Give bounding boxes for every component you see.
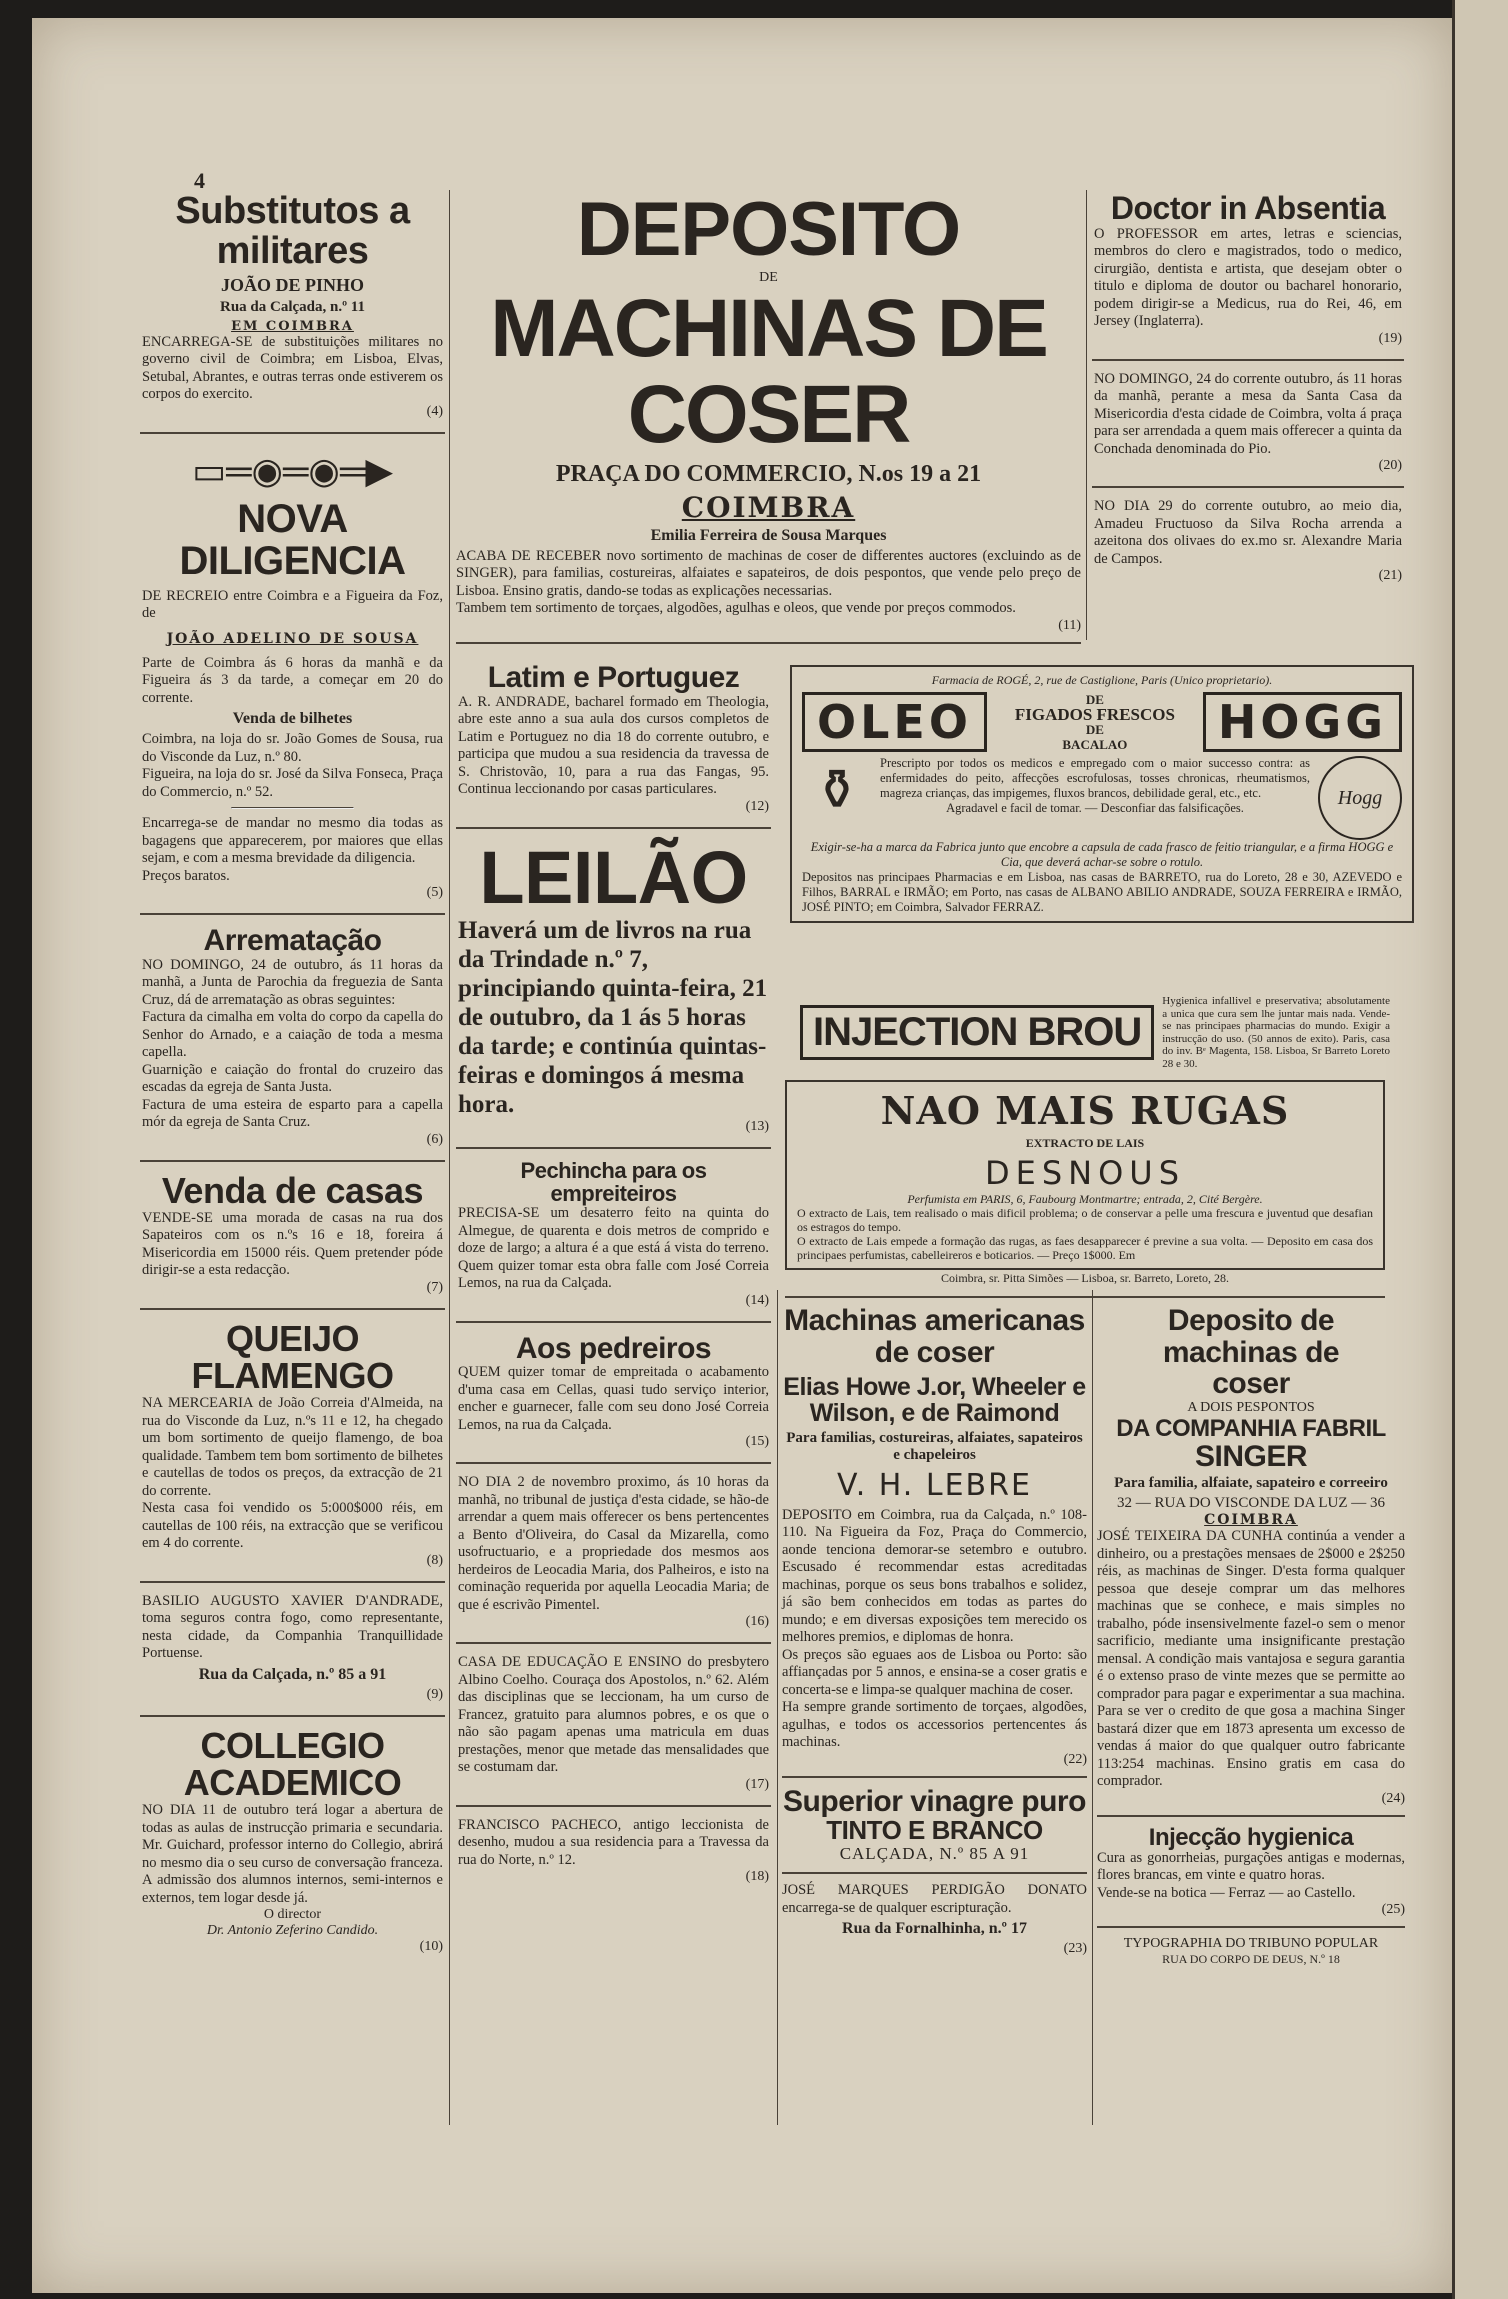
ad-number: (22) xyxy=(1063,1751,1087,1767)
ad-body: Ha sempre grande sortimento de torçaes, algodões, agulhas, e todos os accessorios pertencentes ás machinas. xyxy=(782,1699,1087,1750)
ad-signature: Dr. Antonio Zeferino Candido. xyxy=(206,1923,379,1939)
ad-subtitle: Venda de bilhetes xyxy=(232,710,353,728)
ad-body: Tambem tem sortimento de torçaes, algodões, agulhas e oleos, que vende por preços commodos. xyxy=(456,600,1016,617)
oleo-logo: OLEO xyxy=(802,692,987,752)
ad-collegio xyxy=(140,1725,445,1960)
ad-tickets-coimbra: Coimbra, na loja do sr. João Gomes de Sousa, rua do Visconde da Luz, n.º 80. xyxy=(142,731,443,765)
column-rule xyxy=(777,1290,778,2125)
ad-body: NO DIA 2 de novembro proximo, ás 10 horas da manhã, no tribunal de justiça d'esta cidade, se hão-de arrendar a quem mais offerecer os bens pertencentes a Bento d'Oliveira, do Casal da Mizarella, como usofructuario, e a propriedade dos mesmos aos herdeiros de Leocadia Maria, dos Palheiros, e isto na cominação requerida por aquella Leocadia Maria; de que é escrivão Pimentel. xyxy=(458,1474,769,1613)
ad-body: NA MERCEARIA de João Correia d'Almeida, na rua do Visconde da Luz, n.ºs 11 e 12, ha chegado um bom sortimento de queijo flamengo, de boa qualidade. Tambem tem bom sortimento de bilhetes e cautellas de todos os preços, da extracção de 21 do corrente. xyxy=(142,1395,443,1499)
ad-subtitle: A DOIS PESPONTOS xyxy=(1187,1399,1315,1415)
ad-number: (13) xyxy=(745,1119,769,1135)
ad-title: QUEIJO FLAMENGO xyxy=(191,1317,394,1397)
ad-body: NO DIA 29 do corrente outubro, ao meio dia, Amadeu Fructuoso da Silva Rocha arrenda a azeitona dos olivaes do ex.mo sr. Alexandre Maria de Campos. xyxy=(1094,498,1402,567)
ad-connector: DE xyxy=(1085,692,1104,707)
ad-body: VENDE-SE uma morada de casas na rua dos Sapateiros com os n.ºs 16 e 18, foreira á Misericordia em 15000 réis. Quem pretender póde dirigir-se a esta redacção. xyxy=(142,1209,443,1279)
ad-connector: DE xyxy=(759,269,778,285)
ad-title: Substitutos a militares xyxy=(175,190,410,272)
ad-body: O extracto de Lais empede a formação das rugas, as faes desapparecer é previne a sua volta. — Deposito em casa dos principaes perfumistas, cabelleireros e boticarios. — Preço 1$000. Em xyxy=(797,1234,1373,1262)
ad-title: LEILÃO xyxy=(479,835,748,919)
column-center xyxy=(456,660,771,1889)
ad-body: NO DOMINGO, 24 de outubro, ás 11 horas da manhã, a Junta de Parochia da freguezia de Santa Cruz, dá de arrematação as obras seguintes: xyxy=(142,956,443,1008)
ad-brand: DESNOUS xyxy=(984,1154,1186,1192)
ad-sale: Vende-se na botica — Ferraz — ao Castello. xyxy=(1097,1884,1356,1901)
ad-subtitle: TINTO E BRANCO xyxy=(826,1815,1043,1845)
ad-company: SINGER xyxy=(1194,1439,1308,1473)
ad-deposito xyxy=(456,187,1081,652)
injection-logo: INJECTION BROU xyxy=(800,1005,1154,1060)
ad-address: 32 — RUA DO VISCONDE DA LUZ — 36 xyxy=(1116,1495,1386,1512)
ad-subtitle: Para familias, costureiras, alfaiates, sapateiros e chapeleiros xyxy=(786,1429,1083,1463)
ad-singer xyxy=(1097,1305,1405,1967)
ad-item: Factura de uma esteira de esparto para a capella mór da egreja de Santa Cruz. xyxy=(142,1096,443,1131)
hogg-logo: HOGG xyxy=(1203,692,1402,752)
ad-title: Doctor in Absentia xyxy=(1110,190,1386,226)
ad-owner: Emilia Ferreira de Sousa Marques xyxy=(650,526,887,544)
ad-name: JOÃO DE PINHO xyxy=(220,274,364,295)
ad-title: coser xyxy=(1212,1367,1290,1400)
ad-body: DEPOSITO em Coimbra, rua da Calçada, n.º 108-110. Na Figueira da Foz, Praça do Commercio, aonde tenciona demorar-se setembro e outubro. Escusado é recommendar estas acreditadas machinas, porque os seus bons trabalhos e solidez, já são bem conhecidos em todas as partes do mundo; e em diversas exposições tem merecido os melhores premios, e diplomas de honra. xyxy=(782,1506,1087,1645)
ad-luggage: Encarrega-se de mandar no mesmo dia todas as bagagens que apparecerem, por maiores que ellas sejam, e com a mesma brevidade da diligencia. xyxy=(142,815,443,867)
ad-body: O extracto de Lais, tem realisado o mais dificil problema; o de conservar a pelle uma frescura e juventud que desafian os estragos do tempo. xyxy=(797,1206,1373,1234)
ad-number: (15) xyxy=(745,1434,769,1450)
ad-title: Aos pedreiros xyxy=(515,1331,712,1365)
column-left xyxy=(140,190,445,1959)
typographia-address: RUA DO CORPO DE DEUS, N.º 18 xyxy=(1162,1952,1340,1967)
ad-body: Nesta casa foi vendido os 5:000$000 réis, em cautellas de 100 réis, na extracção que se verificou em 4 do corrente. xyxy=(142,1500,443,1552)
typographia-title: TYPOGRAPHIA DO TRIBUNO POPULAR xyxy=(1123,1936,1379,1952)
ad-body: QUEM quizer tomar de empreitada o acabamento d'uma casa em Cellas, quasi tudo serviço interior, encher e guarnecer, falle com seu dono José Correia Lemos, na rua da Calçada. xyxy=(458,1364,769,1433)
ad-body: JOSÉ TEIXEIRA DA CUNHA continúa a vender a dinheiro, ou a prestações mensaes de 2$000 e 2$250 réis, as machinas de Singer. D'esta forma qualquer pessoa que deseje comprar um das melhores machinas que se conhece, e mais simples no trabalho, póde insensivelmente fazel-o sem o menor sacrificio, mediante uma insignificante prestação mensal. A condição mais vantajosa e segura garantia é o extenso praso de vinte mezes que se permitte ao comprador para pagar e experimentar a sua machina. Para se ver o credito de que gosa a machina Singer bastará dizer que em 1873 apresenta um excesso de vendas á maior do que qualquer outro fabricante 113:254 machinas. Ensino gratis em casa do comprador. xyxy=(1097,1528,1405,1790)
ad-body: PRECISA-SE um desaterro feito na quinta do Almegue, de quarenta e dois metros de comprido e doze de largo; a altura é a que está á vista do terreno. Quem quizer tomar esta obra falle com José Correia Lemos, na rua da Calçada. xyxy=(458,1205,769,1292)
ad-pedreiros xyxy=(456,1331,771,1455)
ad-tickets-figueira: Figueira, na loja do sr. José da Silva Fonseca, Praça do Commercio, n.º 52. xyxy=(142,766,443,800)
hogg-seal-icon: Hogg xyxy=(1318,756,1402,840)
ad-number: (5) xyxy=(426,885,443,901)
ad-number: (4) xyxy=(426,403,443,419)
ad-number: (6) xyxy=(426,1131,443,1147)
ad-title: Latim e Portuguez xyxy=(487,661,740,694)
ad-number: (24) xyxy=(1381,1790,1405,1806)
ad-item: Factura da cimalha em volta do corpo da capella do Senhor do Arnado, e a caiação de toda a mesma capella. xyxy=(142,1009,443,1061)
ad-number: (14) xyxy=(745,1292,769,1308)
ad-title: NAO MAIS RUGAS xyxy=(880,1088,1290,1133)
ad-title: Deposito de machinas de xyxy=(1162,1304,1340,1369)
ad-body: FRANCISCO PACHECO, antigo leccionista de desenho, mudou a sua residencia para a Travessa da rua do Norte, n.º 12. xyxy=(458,1816,769,1868)
ad-casas xyxy=(140,1170,445,1300)
ad-body: BASILIO AUGUSTO XAVIER D'ANDRADE, toma seguros contra fogo, como representante, nesta cidade, da Companhia Tranquillidade Portuense. xyxy=(142,1592,443,1662)
ad-title: Arrematação xyxy=(203,924,382,958)
column-rule xyxy=(1086,190,1087,640)
ad-body: NO DIA 11 de outubro terá logar a abertura de todas as aulas de instrucção primaria e secundaria. Mr. Guichard, professor interno do Collegio, abrirá no mesmo dia o seu curso de conversação franceza. A admissão dos alumnos internos, semi-internos e externos, tem logar desde já. xyxy=(142,1802,443,1906)
ad-seguros xyxy=(140,1591,445,1707)
ad-body: CASA DE EDUCAÇÃO E ENSINO do presbytero Albino Coelho. Couraça dos Apostolos, n.º 62. Além das disciplinas que se leccionam, ha um curso de Francez, gratuito para alumnos pobres, e os que o não são pagam apenas uma matricula em duas prestações, menor que metade das mensalidades que se costumam dar. xyxy=(458,1654,769,1776)
ad-number: (21) xyxy=(1378,568,1402,584)
ad-intro: DE RECREIO entre Coimbra e a Figueira da Foz, de xyxy=(142,587,443,622)
ad-footer: Coimbra, sr. Pitta Simões — Lisboa, sr. Barreto, Loreto, 28. xyxy=(941,1271,1229,1285)
ad-body: ACABA DE RECEBER novo sortimento de machinas de coser de differentes auctores (excluindo as de SINGER), para familias, costureiras, alfaiates e sapateiros, de dois pespontos, que vende pelo preço de Lisboa. Ensino gratis, dando-se todas as explicações necessarias. xyxy=(456,547,1081,599)
ad-subtitle: EXTRACTO DE LAIS xyxy=(1025,1136,1145,1150)
ad-number: (23) xyxy=(1063,1941,1087,1957)
ad-signature: O director xyxy=(263,1907,322,1923)
ad-injection-brou xyxy=(800,995,1390,1070)
ad-pechincha xyxy=(456,1157,771,1313)
ad-connector: DE xyxy=(1085,722,1104,737)
stagecoach-icon: ▭═◉═◉═▶ xyxy=(191,450,394,491)
ad-body: NO DOMINGO, 24 do corrente outubro, ás 11 horas da manhã, perante a mesa da Santa Casa da Misericordia d'esta cidade de Coimbra, volta á praça para ser arrendada a quem mais offerecer a quinta da Conchada denominada do Pio. xyxy=(1094,370,1402,457)
ad-number: (18) xyxy=(745,1869,769,1885)
ad-address: CALÇADA, N.º 85 A 91 xyxy=(839,1844,1030,1864)
ad-number: (16) xyxy=(745,1614,769,1630)
ad-body: Cura as gonorrheias, purgações antigas e modernas, flores brancas, em vinte e quatro horas. xyxy=(1097,1849,1405,1884)
ad-agree: Agradavel e facil de tomar. — Desconfiar das falsificações. xyxy=(946,801,1244,815)
ad-address: Rua da Fornalhinha, n.º 17 xyxy=(842,1920,1027,1938)
page-number: 4 xyxy=(194,168,205,193)
column-right-top xyxy=(1092,190,1404,588)
ad-americanas xyxy=(782,1305,1087,1957)
ad-number: (11) xyxy=(1058,617,1081,633)
ad-arrematacao xyxy=(140,923,445,1152)
ad-body: Prescripto por todos os medicos e empregado com o maior successo contra: as enfermidades do peito, affecções escrofulosas, tosses chronicas, rheumatismos, magreza crianças, das impigemes, fluxos brancos, debilidade geral, etc., etc. xyxy=(880,756,1310,800)
ad-pacheco xyxy=(456,1815,771,1890)
ad-number: (8) xyxy=(426,1552,443,1568)
ad-leilao xyxy=(456,837,771,1140)
ad-substitutos xyxy=(140,190,445,424)
ad-city: COIMBRA xyxy=(1204,1512,1298,1529)
bottle-icon: ⚱ xyxy=(813,760,861,822)
ad-title: DEPOSITO xyxy=(576,187,961,272)
ad-title: COLLEGIO ACADEMICO xyxy=(183,1724,402,1804)
ad-subtitle: FIGADOS FRESCOS xyxy=(1014,705,1175,724)
ad-title: Injecção hygienica xyxy=(1148,1823,1354,1851)
ad-oleo-hogg xyxy=(790,665,1414,923)
ad-body: O PROFESSOR em artes, letras e sciencias, membros do clero e magistrados, todo o medico, cirurgião, dentista e artista, que desejam obter o titulo e diploma de doutor ou bacharel honorario, podem dirigir-se a Medicus, rua do Rei, 46, em Jersey (Inglaterra). xyxy=(1094,225,1402,330)
ad-prices: Preços baratos. xyxy=(142,867,230,884)
ad-body: JOSÉ MARQUES PERDIGÃO DONATO encarrega-se de qualquer escripturação. xyxy=(782,1882,1087,1916)
ad-latim xyxy=(456,660,771,819)
ad-deposits: Depositos nas principaes Pharmacias e em Lisboa, nas casas de BARRETO, rua do Loreto, 28 e 30, AZEVEDO e Filhos, BARRAL e IRMÃO; em Porto, nas casas de ALBANO ABILIO ANDRADE, SOUZA FERREIRA e IRMÃO, JOSÉ PINTO; em Coimbra, Salvador FERRAZ. xyxy=(802,870,1402,914)
ad-number: (7) xyxy=(426,1279,443,1295)
ad-perfumista: Perfumista em PARIS, 6, Faubourg Montmartre; entrada, 2, Cité Bergère. xyxy=(907,1192,1263,1206)
ad-headline: MACHINAS DE COSER xyxy=(490,282,1047,460)
ad-title: Pechincha para os empreiteiros xyxy=(520,1158,707,1207)
ad-company: DA COMPANHIA FABRIL xyxy=(1116,1414,1386,1442)
ad-header: Farmacia de ROGÉ, 2, rue de Castiglione, Paris (Unico proprietario). xyxy=(931,673,1273,687)
ad-doctor xyxy=(1092,190,1404,351)
ad-body: Haverá um de livros na rua da Trindade n.º 7, principiando quinta-feira, 21 de outubro, da 1 ás 5 horas da tarde; e continúa quintas-feiras e domingos á mesma hora. xyxy=(458,917,768,1119)
next-page-edge xyxy=(1452,0,1508,2299)
ad-title: NOVA DILIGENCIA xyxy=(179,496,406,583)
ad-title: Venda de casas xyxy=(161,1169,424,1211)
ad-misericordia xyxy=(1092,369,1404,479)
ad-body: Hygienica infallivel e preservativa; absolutamente a unica que cura sem lhe juntar mais nada. Vende-se nas principaes pharmacias do mundo. Exigir a instrucção do uso. (50 annos de exito). Paris, casa do inv. Bᵉ Magenta, 158. Lisboa, Sr Barreto Loreto 28 e 30. xyxy=(1162,995,1390,1070)
ad-number: (25) xyxy=(1381,1902,1405,1918)
ad-azeitona xyxy=(1092,496,1404,588)
ad-warning: Exigir-se-ha a marca da Fabrica junto que encobre a capsula de cada frasco de feitio triangular, e a firma HOGG e Cia, que deverá achar-se sobre o rotulo. xyxy=(810,840,1394,869)
ad-city: COIMBRA xyxy=(681,490,856,524)
ad-item: Guarnição e caiação do frontal do cruzeiro das escadas da egreja de Santa Justa. xyxy=(142,1061,443,1096)
ad-ensino xyxy=(456,1652,771,1797)
ad-subtitle: Para familia, alfaiate, sapateiro e correeiro xyxy=(1114,1475,1388,1492)
ad-queijo xyxy=(140,1318,445,1573)
ad-owner: JOÃO ADELINO DE SOUSA xyxy=(166,630,419,647)
ad-city: EM COIMBRA xyxy=(231,318,354,334)
ad-rugas xyxy=(785,1080,1385,1306)
ad-subtitle: BACALAO xyxy=(1062,737,1128,752)
ad-title: Superior vinagre puro xyxy=(783,1784,1086,1818)
ad-number: (12) xyxy=(745,798,769,814)
ad-number: (19) xyxy=(1378,330,1402,346)
column-rule xyxy=(449,190,450,2125)
ad-schedule: Parte de Coimbra ás 6 horas da manhã e da Figueira ás 3 da tarde, a começar em 20 do corrente. xyxy=(142,654,443,706)
ad-body: A. R. ANDRADE, bacharel formado em Theologia, abre este anno a sua aula dos cursos completos de Latim e Portuguez no dia 18 do corrente outubro, e participa que mudou a sua residencia da travessa de S. Christovão, 10, para a rua das Fangas, 95. Continua leccionando por casas particulares. xyxy=(458,693,769,797)
ad-diligencia xyxy=(140,442,445,906)
ad-address: Rua da Calçada, n.º 11 xyxy=(220,298,365,315)
ad-body: ENCARREGA-SE de substituições militares no governo civil de Coimbra; em Lisboa, Elvas, Setubal, Abrantes, e outras terras onde estiverem os corpos do exercito. xyxy=(142,333,443,403)
ad-name: V. H. LEBRE xyxy=(837,1467,1032,1503)
ad-body: Os preços são eguaes aos de Lisboa ou Porto: são affiançadas por 5 annos, e ensina-se a coser gratis e concerta-se e limpa-se qualquer machina de coser. xyxy=(782,1646,1087,1698)
ad-address: PRAÇA DO COMMERCIO, N.os 19 a 21 xyxy=(555,460,982,487)
ad-number: (20) xyxy=(1378,458,1402,474)
column-rule xyxy=(1092,1290,1093,2125)
ad-number: (9) xyxy=(426,1686,443,1702)
ad-address: Rua da Calçada, n.º 85 a 91 xyxy=(198,1665,387,1683)
ad-number: (10) xyxy=(419,1939,443,1955)
ad-title: Machinas americanas de coser xyxy=(784,1304,1085,1369)
ad-makers: Elias Howe J.or, Wheeler e Wilson, e de Raimond xyxy=(783,1373,1086,1428)
ad-number: (17) xyxy=(745,1776,769,1792)
ad-tribunal xyxy=(456,1472,771,1634)
